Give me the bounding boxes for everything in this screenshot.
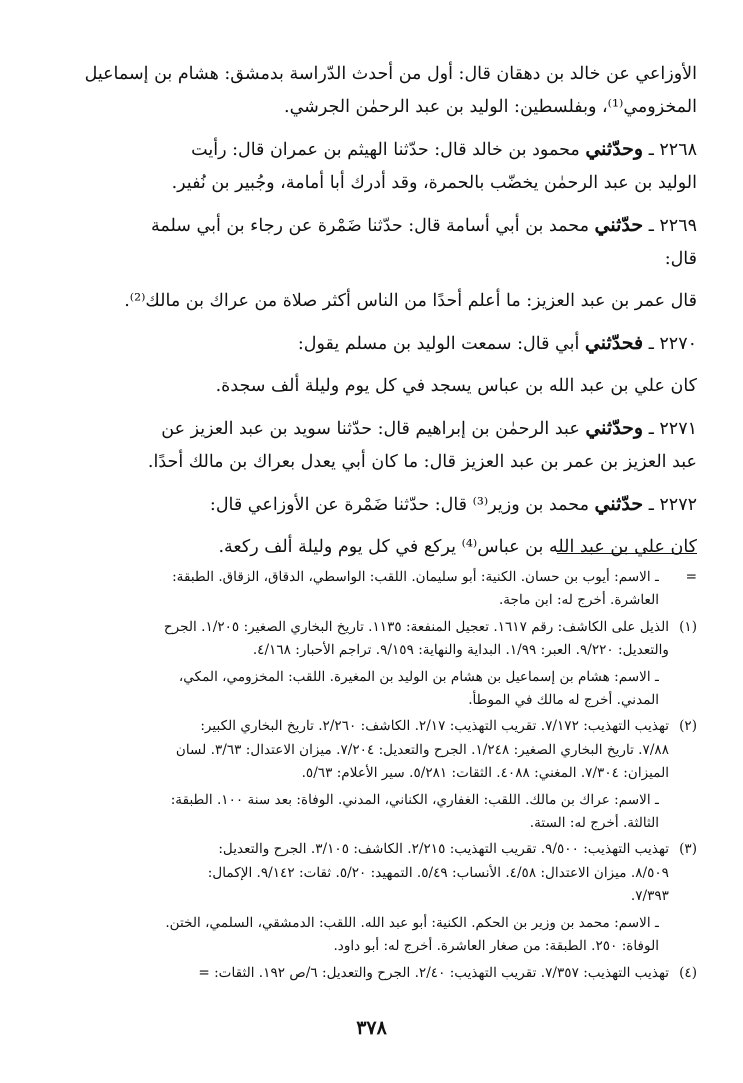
line-text: كان علي بن عبد الله بن عباس يسجد في كل يوم وليلة ألف سجدة. — [215, 376, 697, 396]
footnote-divider — [557, 553, 697, 554]
book-page — [64, 58, 697, 1083]
main-text — [64, 58, 697, 564]
hadith-number: ٢٢٧١ ـ — [648, 419, 697, 439]
footnote-marker: (٢) — [679, 718, 697, 735]
paragraph-line — [64, 327, 697, 361]
footnotes — [64, 566, 697, 988]
footnote-marker — [669, 789, 697, 836]
footnote-line: ـ الاسم: محمد بن وزير بن الحكم. الكنية: أبو عبد الله. اللقب: الدمشقي، السلمي، الختن. — [165, 914, 659, 931]
footnote-body — [64, 838, 669, 908]
footnote-line: ٧/٣٩٣. — [630, 888, 669, 905]
line-text: كان علي بن عبد الله بن عباس⁽⁴⁾ يركع في كل يوم وليلة ألف ركعة. — [218, 537, 697, 557]
footnote-line: الميزان: ٧/٣٠٤. المغني: ٤٠٨٨. الثقات: ٥/٢٨١. سير الأعلام: ٥/٦٣. — [301, 765, 669, 782]
footnote-entry — [64, 616, 697, 663]
line-text: المخزومي⁽¹⁾، وبفلسطين: الوليد بن عبد الرحمٰن الجرشي. — [284, 97, 697, 117]
footnote-marker — [669, 912, 697, 959]
hadith-number: ٢٢٦٩ ـ — [648, 216, 697, 236]
narration-keyword: وحدّثني — [585, 138, 644, 160]
line-text: أبي قال: سمعت الوليد بن مسلم يقول: — [297, 334, 580, 354]
footnote-marker: = — [685, 569, 697, 585]
narration-keyword: حدّثني — [594, 493, 644, 515]
text-line — [64, 243, 697, 276]
text-line — [64, 446, 697, 479]
footnote-body — [64, 962, 669, 985]
footnote-body — [64, 715, 669, 785]
line-text: عبد الرحمٰن بن إبراهيم قال: حدّثنا سويد بن عبد العزيز عن — [161, 419, 580, 439]
text-line — [64, 167, 697, 200]
hadith-number: ٢٢٧٢ ـ — [648, 495, 697, 515]
footnote-line: تهذيب التهذيب: ٩/٥٠٠. تقريب التهذيب: ٢/٢١٥. الكاشف: ٣/١٠٥. الجرح والتعديل: — [218, 841, 669, 858]
footnote-bio-entry — [64, 912, 697, 959]
narration-keyword: حدّثني — [594, 214, 644, 236]
footnote-bio-entry — [64, 666, 697, 713]
hadith-number: ٢٢٦٨ ـ — [648, 140, 697, 160]
footnote-bio-entry — [64, 789, 697, 836]
footnote-line: تهذيب التهذيب: ٧/١٧٢. تقريب التهذيب: ٢/١٧. الكاشف: ٢/٢٦٠. تاريخ البخاري الكبير: — [200, 718, 669, 735]
narration-keyword: فحدّثني — [584, 332, 644, 354]
footnote-entry — [64, 962, 697, 985]
paragraph-line — [64, 412, 697, 446]
paragraph-line — [64, 531, 697, 564]
line-text: محمد بن وزير⁽³⁾ قال: حدّثنا ضَمْرة عن الأوزاعي قال: — [209, 495, 589, 515]
paragraph-line — [64, 370, 697, 403]
footnote-body — [64, 566, 669, 613]
footnote-bio-entry — [64, 566, 697, 613]
text-line — [64, 91, 697, 124]
footnote-line: الوفاة: ٢٥٠. الطبقة: من صغار العاشرة. أخرج له: أبو داود. — [333, 938, 659, 955]
footnote-entry — [64, 715, 697, 785]
footnote-body — [64, 616, 669, 663]
line-text: قال: — [664, 249, 697, 269]
footnote-marker — [669, 666, 697, 713]
footnote-body — [64, 912, 669, 959]
line-text: محمود بن خالد قال: حدّثنا الهيثم بن عمران قال: رأيت — [191, 140, 580, 160]
line-text: الأوزاعي عن خالد بن دهقان قال: أول من أحدث الدّراسة بدمشق: هشام بن إسماعيل — [84, 64, 697, 84]
line-text: عبد العزيز بن عمر بن عبد العزيز قال: ما كان أبي يعدل بعراك بن مالك أحدًا. — [147, 452, 697, 472]
paragraph-line — [64, 209, 697, 243]
line-text: قال عمر بن عبد العزيز: ما أعلم أحدًا من الناس أكثر صلاة من عراك بن مالك⁽²⁾. — [124, 291, 697, 311]
footnote-line: تهذيب التهذيب: ٧/٣٥٧. تقريب التهذيب: ٢/٤٠. الجرح والتعديل: ٦/ص ١٩٢. الثقات: = — [198, 964, 669, 981]
footnote-marker: (٤) — [679, 964, 697, 981]
narration-keyword: وحدّثني — [585, 417, 644, 439]
footnote-line: ٧/٨٨. تاريخ البخاري الصغير: ١/٢٤٨. الجرح والتعديل: ٧/٢٠٤. ميزان الاعتدال: ٣/٦٣. لسان — [175, 741, 669, 758]
footnote-line: ـ الاسم: عراك بن مالك. اللقب: الغفاري، الكناني، المدني. الوفاة: بعد سنة ١٠٠. الطبقة: — [170, 791, 659, 808]
footnote-entry — [64, 838, 697, 908]
line-text: الوليد بن عبد الرحمٰن يخضّب بالحمرة، وقد أدرك أبا أمامة، وجُبير بن نُفير. — [171, 173, 697, 193]
text-line — [64, 58, 697, 91]
footnote-line: ٨/٥٠٩. ميزان الاعتدال: ٤/٥٨. الأنساب: ٥/٤٩. التمهيد: ٥/٢٠. ثقات: ٩/١٤٢. الإكمال: — [207, 864, 669, 881]
paragraph-line — [64, 285, 697, 318]
footnote-body — [64, 789, 669, 836]
line-text: محمد بن أبي أسامة قال: حدّثنا ضَمْرة عن رجاء بن أبي سلمة — [151, 216, 589, 236]
footnote-line: ـ الاسم: هشام بن إسماعيل بن هشام بن الوليد بن المغيرة. اللقب: المخزومي، المكي، — [178, 668, 659, 685]
footnote-line: المدني. أخرج له مالك في الموطأ. — [468, 692, 659, 709]
footnote-marker: (١) — [679, 618, 697, 635]
footnote-body — [64, 666, 669, 713]
footnote-line: العاشرة. أخرج له: ابن ماجة. — [498, 592, 659, 609]
footnote-line: ـ الاسم: أيوب بن حسان. الكنية: أبو سليمان. اللقب: الواسطي، الدقاق، الزقاق. الطبقة: — [172, 569, 659, 585]
paragraph-line — [64, 488, 697, 522]
paragraph-line — [64, 133, 697, 167]
footnote-line: الذيل على الكاشف: رقم ١٦١٧. تعجيل المنفعة: ١١٣٥. تاريخ البخاري الصغير: ١/٢٠٥. الجرح — [163, 618, 669, 635]
hadith-number: ٢٢٧٠ ـ — [648, 334, 697, 354]
footnote-line: الثالثة. أخرج له: الستة. — [529, 815, 659, 832]
footnote-marker: (٣) — [679, 841, 697, 858]
page-number: ٣٧٨ — [356, 1017, 387, 1039]
footnote-line: والتعديل: ٩/٢٢٠. العبر: ١/٩٩. البداية والنهاية: ٩/١٥٩. تراجم الأحبار: ٤/١٦٨. — [252, 642, 669, 659]
